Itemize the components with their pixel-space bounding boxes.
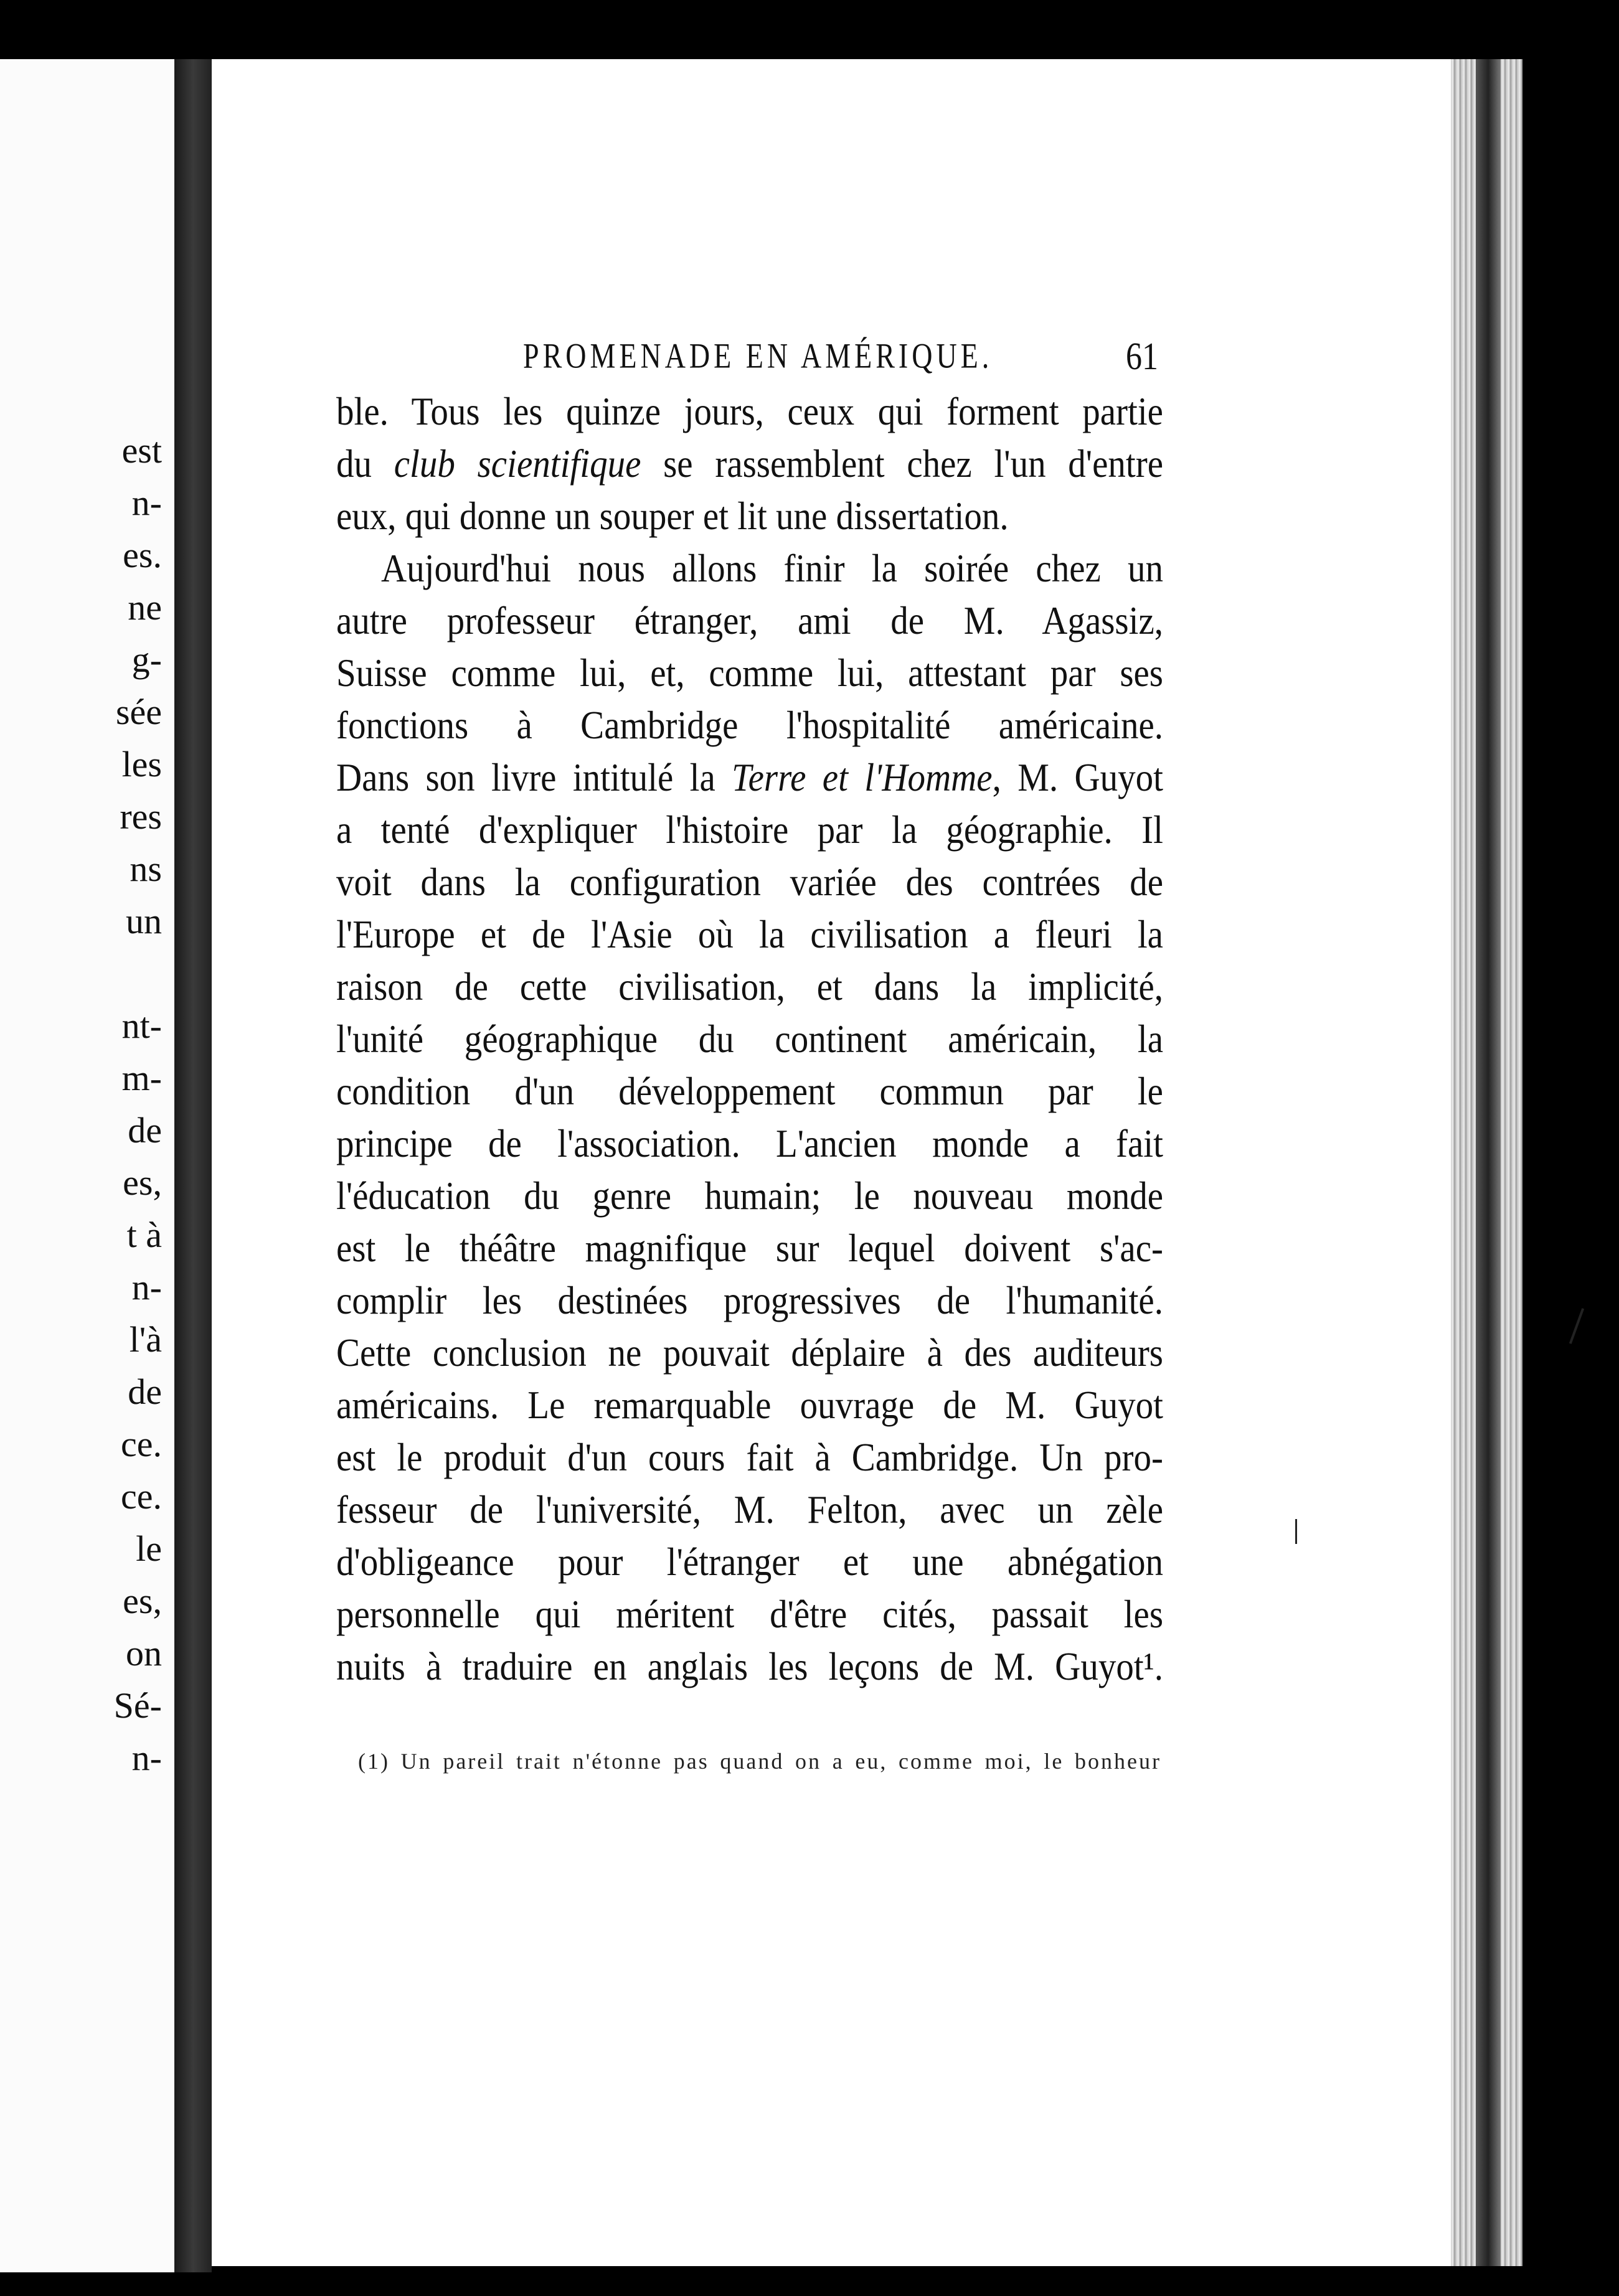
text-line: est le produit d'un cours fait à Cambridge. Un pro- <box>336 1436 1163 1480</box>
left-page-fragment: de <box>128 1110 162 1150</box>
left-page-fragment: es, <box>123 1581 162 1621</box>
text-line: raison de cette civilisation, et dans la implicité, <box>336 965 1163 1009</box>
left-page-fragment: on <box>126 1633 162 1673</box>
page-number: 61 <box>1126 336 1158 379</box>
left-page-fragment: ce. <box>121 1476 162 1517</box>
text-line: américains. Le remarquable ouvrage de M. Guyot <box>336 1383 1163 1428</box>
text-line: est le théâtre magnifique sur lequel doivent s'ac- <box>336 1226 1163 1271</box>
text-line: personnelle qui méritent d'être cités, passait les <box>336 1593 1163 1637</box>
text-line: Dans son livre intitulé la Terre et l'Homme, M. Guyot <box>336 756 1163 800</box>
left-page-fragment: res <box>120 796 162 837</box>
text-line: autre professeur étranger, ami de M. Agassiz, <box>336 599 1163 643</box>
text-line: Cette conclusion ne pouvait déplaire à des auditeurs <box>336 1331 1163 1375</box>
text-line: ble. Tous les quinze jours, ceux qui forment partie <box>336 390 1163 434</box>
left-page-fragment: l'à <box>129 1319 162 1360</box>
scan-mark <box>1569 1308 1584 1344</box>
left-page-fragment: m- <box>121 1058 162 1098</box>
left-page-fragment: Sé- <box>113 1685 162 1726</box>
text-line: fesseur de l'université, M. Felton, avec un zèle <box>336 1488 1163 1532</box>
left-page-fragment: est <box>121 430 162 471</box>
italic-title: club scientifique <box>394 442 641 486</box>
left-page-fragment: ne <box>128 587 162 628</box>
left-page-fragment: n- <box>131 1267 162 1307</box>
text-line: a tenté d'expliquer l'histoire par la géographie. Il <box>336 808 1163 852</box>
left-page-fragment: le <box>136 1528 162 1569</box>
left-page-fragment: t à <box>126 1215 162 1255</box>
running-head: PROMENADE EN AMÉRIQUE. <box>523 336 993 375</box>
left-page-sliver <box>0 59 174 2272</box>
text-line: l'unité géographique du continent américain, la <box>336 1017 1163 1061</box>
left-page-fragment: es. <box>123 535 162 575</box>
scan-mark <box>1295 1519 1297 1544</box>
left-page-fragment: n- <box>131 482 162 523</box>
left-page-fragment: de <box>128 1371 162 1412</box>
book-cover-edge <box>1476 59 1501 2266</box>
left-page-fragment: g- <box>131 639 162 680</box>
text-line: eux, qui donne un souper et lit une dissertation. <box>336 494 1009 539</box>
text-line: l'éducation du genre humain; le nouveau monde <box>336 1174 1163 1218</box>
text-line: d'obligeance pour l'étranger et une abnégation <box>336 1540 1163 1584</box>
text-line: l'Europe et de l'Asie où la civilisation a fleuri la <box>336 913 1163 957</box>
text-line: nuits à traduire en anglais les leçons de M. Guyot¹. <box>336 1645 1163 1689</box>
text-line: condition d'un développement commun par le <box>336 1070 1163 1114</box>
text-line: fonctions à Cambridge l'hospitalité américaine. <box>336 703 1163 748</box>
book-gutter <box>174 59 212 2272</box>
text-line: Aujourd'hui nous allons finir la soirée chez un <box>381 547 1163 591</box>
left-page-fragment: ns <box>130 849 162 889</box>
left-page-fragment: n- <box>131 1738 162 1778</box>
footnote: (1) Un pareil trait n'étonne pas quand on a eu, comme moi, le bonheur <box>358 1749 1161 1774</box>
text-line: Suisse comme lui, et, comme lui, attestant par ses <box>336 651 1163 695</box>
text-line: principe de l'association. L'ancien monde a fait <box>336 1122 1163 1166</box>
left-page-fragment: ce. <box>121 1424 162 1464</box>
text-line: voit dans la configuration variée des contrées de <box>336 860 1163 905</box>
italic-title: Terre et l'Homme <box>732 756 993 800</box>
left-page-fragment: nt- <box>121 1005 162 1046</box>
body-text <box>336 386 1163 1693</box>
left-page-fragment: es, <box>123 1162 162 1203</box>
text-line: complir les destinées progressives de l'humanité. <box>336 1279 1163 1323</box>
text-line: du club scientifique se rassemblent chez l'un d'entre <box>336 442 1163 486</box>
left-page-fragment: un <box>126 901 162 941</box>
left-page-fragment: les <box>121 744 162 784</box>
left-page-fragment: sée <box>115 692 162 732</box>
